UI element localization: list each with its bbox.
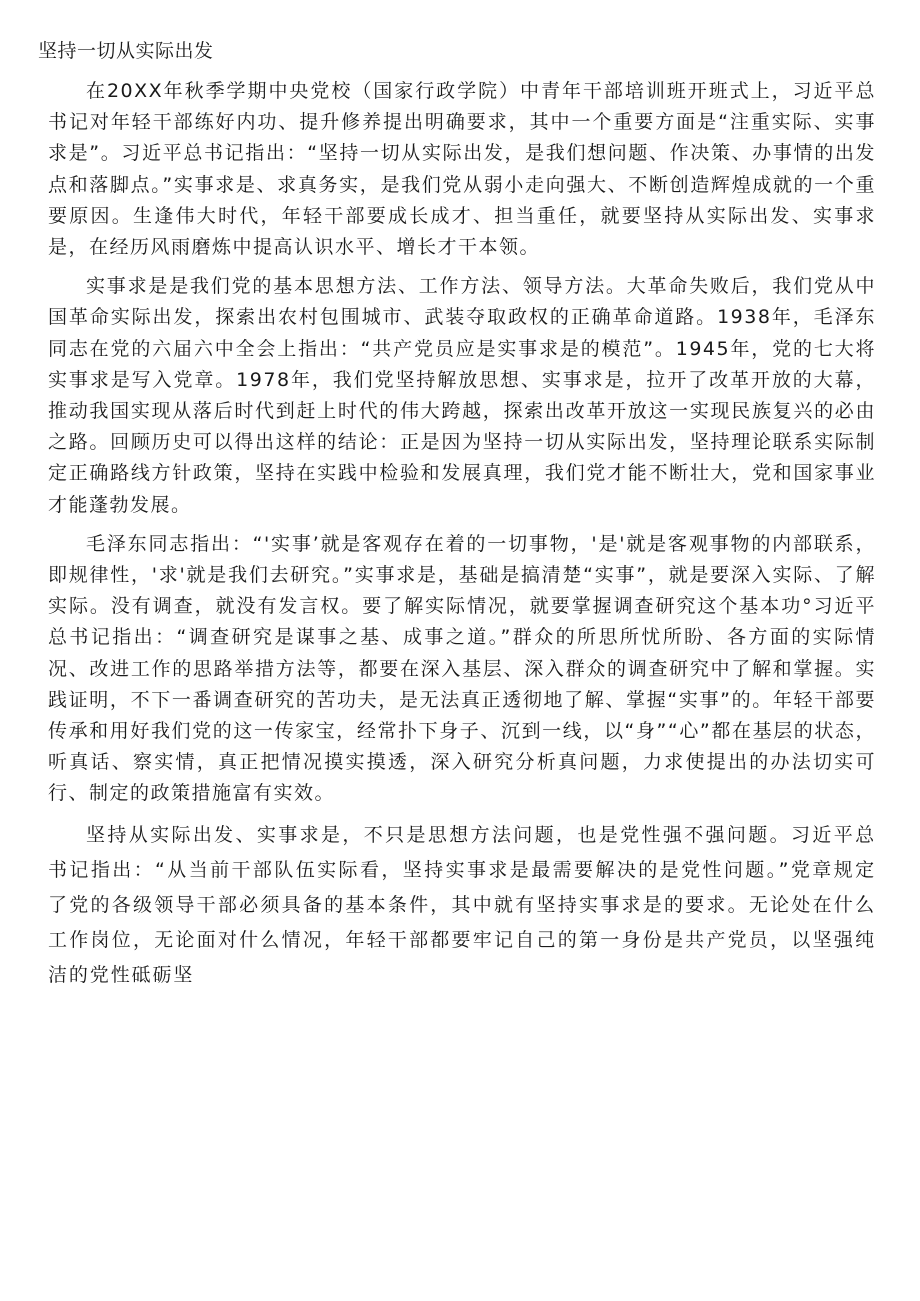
paragraph: 在20XX年秋季学期中央党校（国家行政学院）中青年干部培训班开班式上，习近平总书记对年轻干部练好内功、提升修养提出明确要求，其中一个重要方面是“注重实际、实事求是”。习近平总书记指出：“坚持一切从实际出发，是我们想问题、作决策、办事情的出发点和落脚点。”实事求是、求真务实，是我们党从弱小走向强大、不断创造辉煌成就的一个重要原因。生逢伟大时代，年轻干部要成长成才、担当重任，就要坚持从实际出发、实事求是，在经历风雨磨炼中提高认识水平、增长才干本领。 [48,80,876,259]
document-title: 坚持一切从实际出发 [38,40,214,62]
paragraph: 实事求是是我们党的基本思想方法、工作方法、领导方法。大革命失败后，我们党从中国革命实际出发，探索出农村包围城市、武装夺取政权的正确革命道路。1938年，毛泽东同志在党的六届六中全会上指出：“共产党员应是实事求是的模范”。1945年，党的七大将实事求是写入党章。1978年，我们党坚持解放思想、实事求是，拉开了改革开放的大幕，推动我国实现从落后时代到赶上时代的伟大跨越，探索出改革开放这一实现民族复兴的必由之路。回顾历史可以得出这样的结论：正是因为坚持一切从实际出发，坚持理论联系实际制定正确路线方针政策，坚持在实践中检验和发展真理，我们党才能不断壮大，党和国家事业才能蓬勃发展。 [48,275,876,516]
paragraph: 坚持从实际出发、实事求是，不只是思想方法问题，也是党性强不强问题。习近平总书记指出：“从当前干部队伍实际看，坚持实事求是最需要解决的是党性问题。”党章规定了党的各级领导干部必须具备的基本条件，其中就有坚持实事求是的要求。无论处在什么工作岗位，无论面对什么情况，年轻干部都要牢记自己的第一身份是共产党员，以坚强纯洁的党性砥砺坚 [48,823,876,986]
paragraph: 毛泽东同志指出：“'实事’就是客观存在着的一切事物，'是'就是客观事物的内部联系，即规律性，'求'就是我们去研究。”实事求是，基础是搞清楚“实事”，就是要深入实际、了解实际。没有调查，就没有发言权。要了解实际情况，就要掌握调查研究这个基本功°习近平总书记指出：“调查研究是谋事之基、成事之道。”群众的所思所忧所盼、各方面的实际情况、改进工作的思路举措方法等，都要在深入基层、深入群众的调查研究中了解和掌握。实践证明，不下一番调查研究的苦功夫，是无法真正透彻地了解、掌握“实事”的。年轻干部要传承和用好我们党的这一传家宝，经常扑下身子、沉到一线，以“身”“心”都在基层的状态，听真话、察实情，真正把情况摸实摸透，深入研究分析真问题，力求使提出的办法切实可行、制定的政策措施富有实效。 [48,532,876,805]
